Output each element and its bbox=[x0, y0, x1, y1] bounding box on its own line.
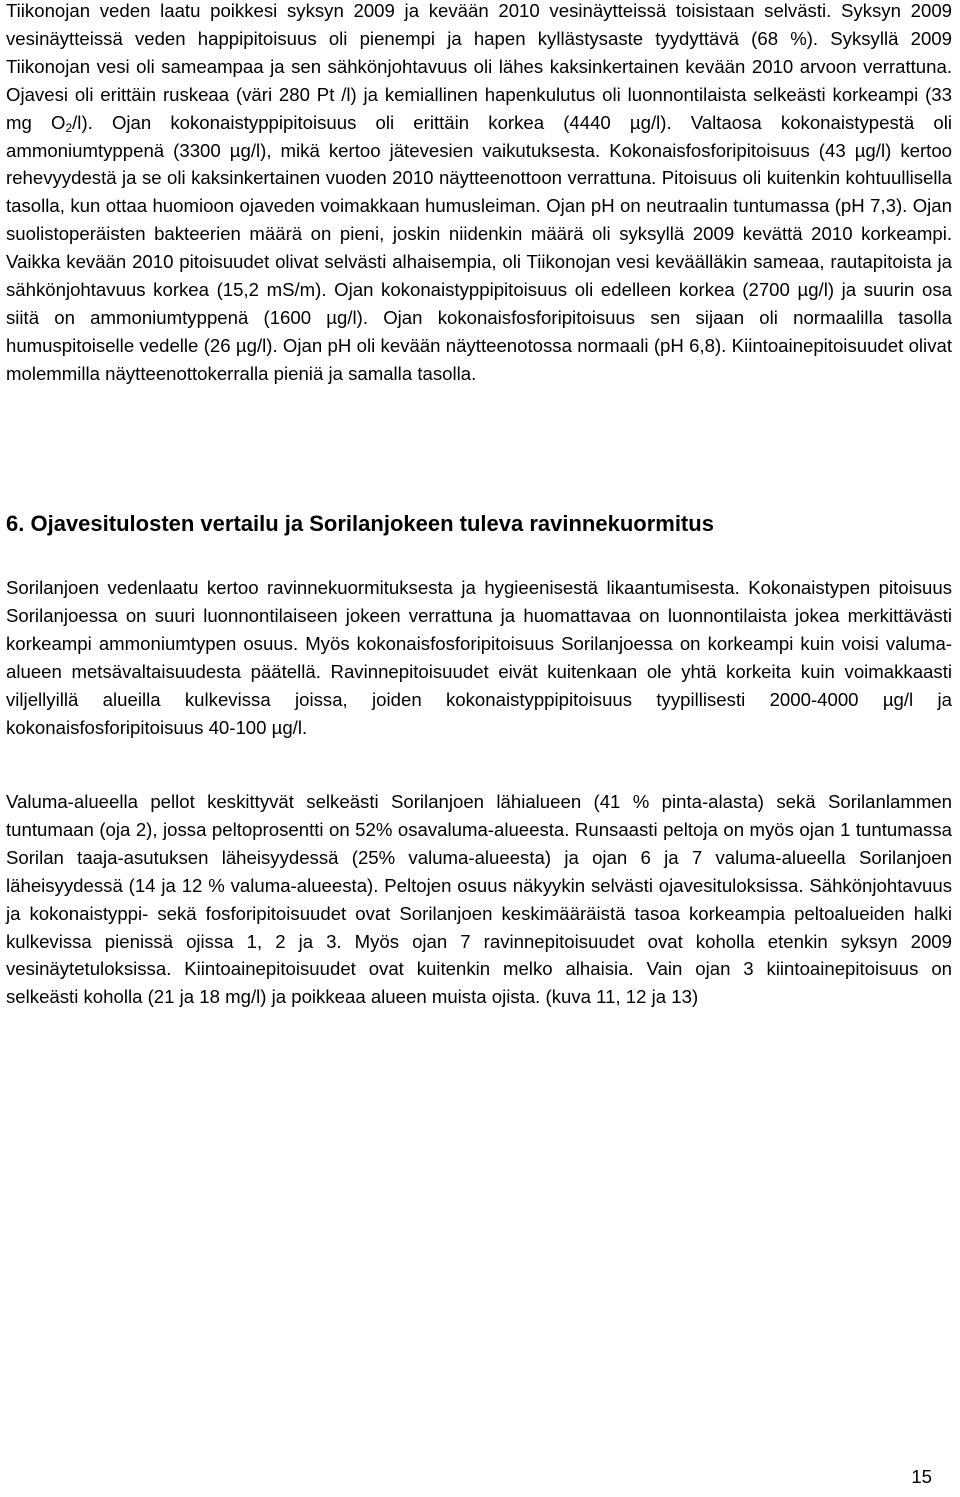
paragraph-tiikonoja-water-quality bbox=[6, 0, 952, 388]
page-number: 15 bbox=[911, 1466, 932, 1487]
section-title: Ojavesitulosten vertailu ja Sorilanjokeen tuleva ravinnekuormitus bbox=[30, 511, 714, 536]
paragraph-text: Tiikonojan veden laatu poikkesi syksyn 2009 ja kevään 2010 vesinäytteissä toisistaan selvästi. Syksyn 2009 vesinäytteissä veden happipitoisuus oli pienempi ja hapen kyllästysaste tyydyttävä (68 %). Syksyllä 2009 Tiikonojan vesi oli sameampaa ja sen sähkönjohtavuus oli lähes kaksinkertainen kevään 2010 arvoon verrattuna. Ojavesi oli erittäin ruskeaa (väri 280 Pt /l) ja kemiallinen hapenkulutus oli luonnontilaista selkeästi korkeampi (33 mg O bbox=[6, 0, 952, 133]
paragraph-sorilanjoki-water-quality: Sorilanjoen vedenlaatu kertoo ravinnekuormituksesta ja hygieenisestä likaantumisesta. Kokonaistypen pitoisuus Sorilanjoessa on suuri luonnontilaiseen jokeen verrattuna ja huomattavaa on luonnontilaista jokea merkittävästi korkeampi ammoniumtypen osuus. Myös kokonaisfosforipitoisuus Sorilanjoessa on korkeampi kuin voisi valuma-alueen metsävaltaisuudesta päätellä. Ravinnepitoisuudet eivät kuitenkaan ole yhtä korkeita kuin voimakkaasti viljellyillä alueilla kulkevissa joissa, joiden kokonaistyppipitoisuus tyypillisesti 2000-4000 µg/l ja kokonaisfosforipitoisuus 40-100 µg/l. bbox=[6, 577, 952, 738]
section-heading bbox=[6, 510, 952, 538]
section-number: 6. bbox=[6, 511, 25, 536]
oxygen-subscript: 2 bbox=[65, 120, 73, 135]
paragraph-text-continued: /l). Ojan kokonaistyppipitoisuus oli erittäin korkea (4440 µg/l). Valtaosa kokonaistypestä oli ammoniumtyppenä (3300 µg/l), mikä kertoo jätevesien vaikutuksesta. Kokonaisfosforipitoisuus (43 µg/l) kertoo rehevyydestä ja se oli kaksinkertainen vuoden 2010 näytteenottoon verrattuna. Pitoisuus oli kuitenkin kohtuullisella tasolla, kun ottaa huomioon ojaveden voimakkaan humusleiman. Ojan pH on neutraalin tuntumassa (pH 7,3). Ojan suolistoperäisten bakteerien määrä on pieni, joskin niidenkin määrä oli syksyllä 2009 kevättä 2010 korkeampi. Vaikka kevään 2010 pitoisuudet olivat selvästi alhaisempia, oli Tiikonojan vesi keväälläkin sameaa, rautapitoista ja sähkönjohtavuus korkea (15,2 mS/m). Ojan kokonaistyppipitoisuus oli edelleen korkea (2700 µg/l) ja suurin osa siitä on ammoniumtyppenä (1600 µg/l). Ojan kokonaisfosforipitoisuus sen sijaan oli normaalilla tasolla humuspitoiselle vedelle (26 µg/l). Ojan pH oli kevään näytteenotossa normaali (pH 6,8). Kiintoainepitoisuudet olivat molemmilla näytteenottokerralla pieniä ja samalla tasolla. bbox=[6, 111, 952, 384]
paragraph-catchment-fields: Valuma-alueella pellot keskittyvät selkeästi Sorilanjoen lähialueen (41 % pinta-alasta) sekä Sorilanlammen tuntumaan (oja 2), jossa peltoprosentti on 52% osavaluma-alueesta. Runsaasti peltoja on myös ojan 1 tuntumassa Sorilan taaja-asutuksen läheisyydessä (25% valuma-alueesta) ja ojan 6 ja 7 valuma-alueella Sorilanjoen läheisyydessä (14 ja 12 % valuma-alueesta). Peltojen osuus näkyykin selvästi ojavesituloksissa. Sähkönjohtavuus ja kokonaistyppi- sekä fosforipitoisuudet ovat Sorilanjoen keskimääräistä tasoa korkeampia peltoalueiden halki kulkevissa pienissä ojissa 1, 2 ja 3. Myös ojan 7 ravinnepitoisuudet ovat koholla etenkin syksyn 2009 vesinäytetuloksissa. Kiintoainepitoisuudet ovat kuitenkin melko alhaisia. Vain ojan 3 kiintoainepitoisuus on selkeästi koholla (21 ja 18 mg/l) ja poikkeaa alueen muista ojista. (kuva 11, 12 ja 13) bbox=[6, 791, 952, 1008]
